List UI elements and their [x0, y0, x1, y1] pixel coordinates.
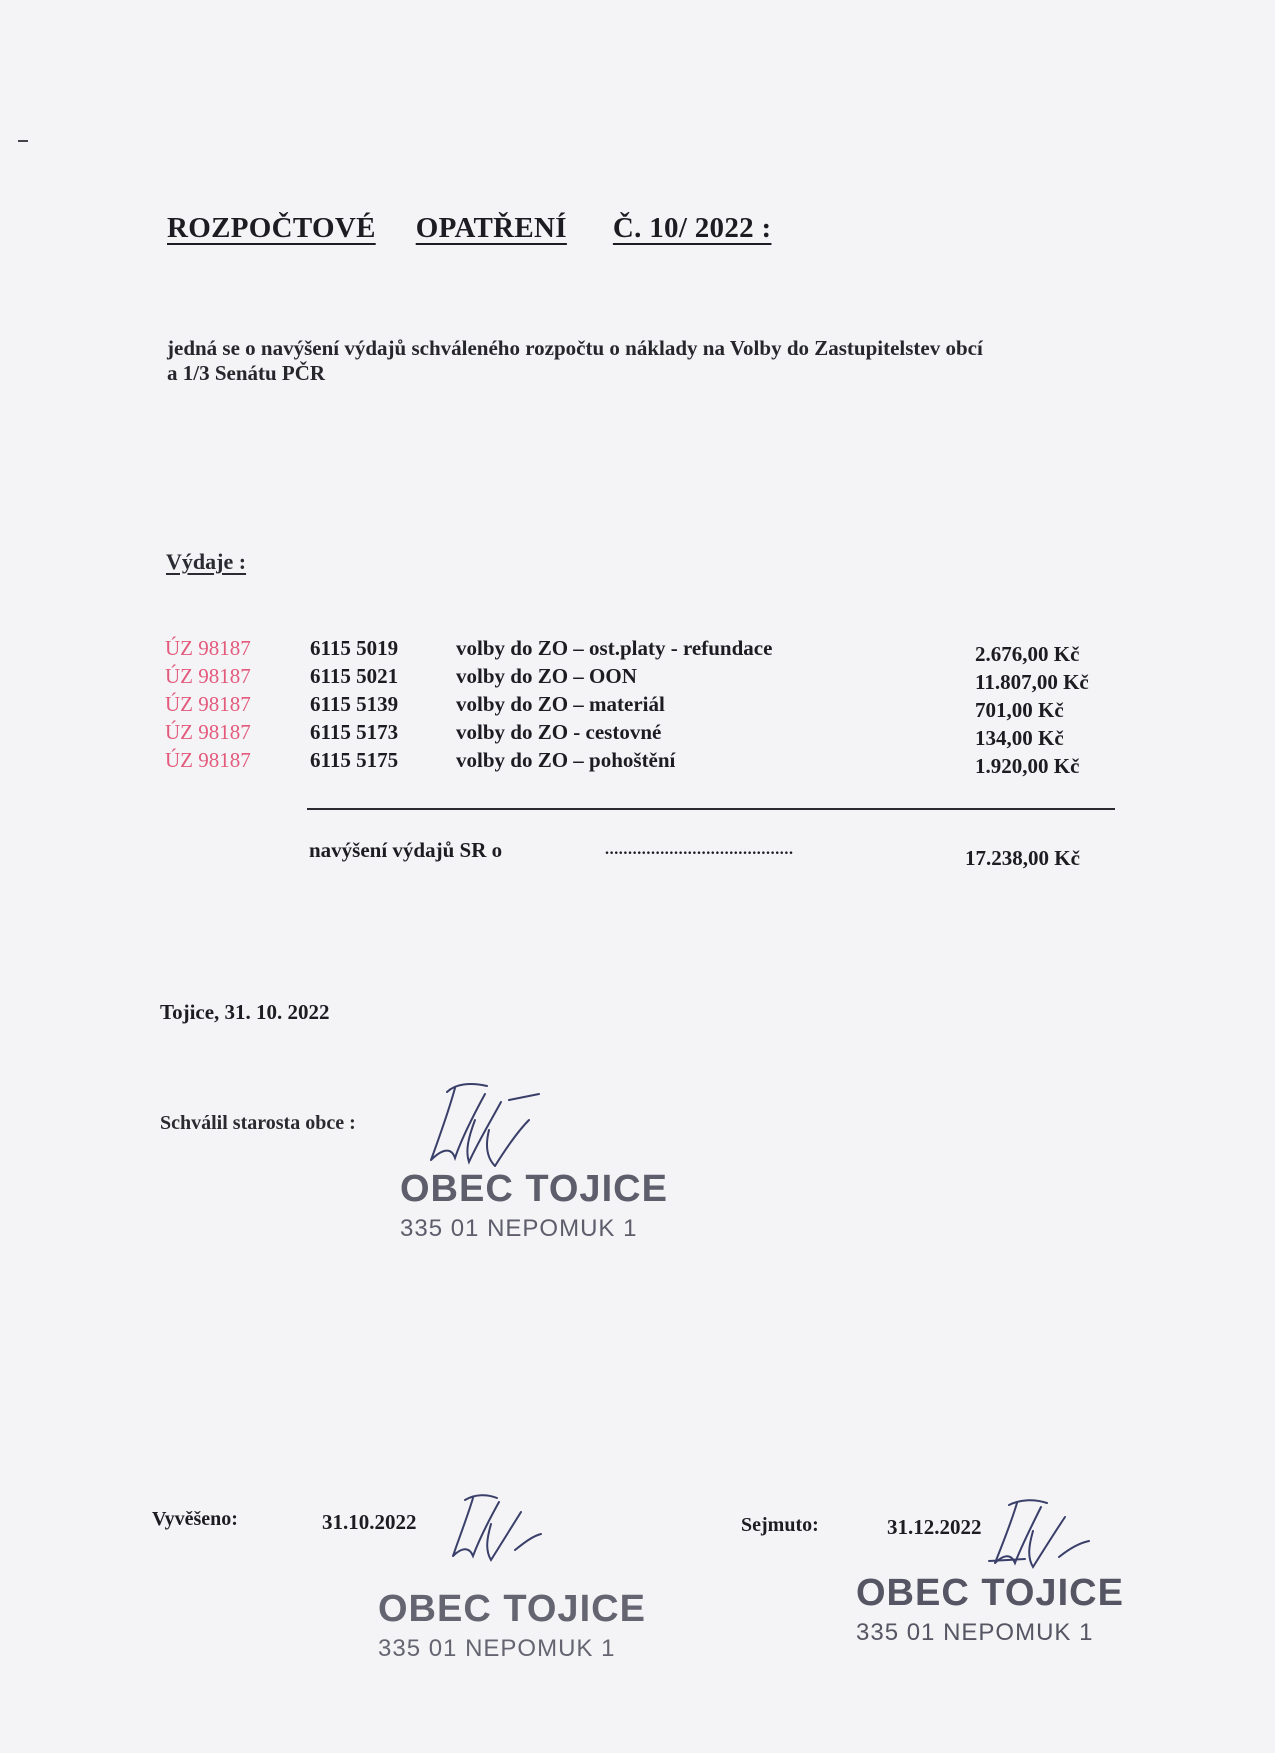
expense-amount: 2.676,00 Kč	[975, 642, 1080, 666]
posted-label: Vyvěšeno:	[152, 1508, 238, 1530]
removed-stamp	[856, 1572, 1124, 1647]
expense-description: volby do ZO – materiál	[456, 692, 665, 716]
removed-label: Sejmuto:	[741, 1514, 819, 1536]
expense-code: 6115 5019	[310, 636, 399, 660]
expense-uz: ÚZ 98187	[165, 664, 251, 688]
posted-stamp-line-2: 335 01 NEPOMUK 1	[378, 1635, 616, 1662]
removed-stamp-line-2: 335 01 NEPOMUK 1	[856, 1619, 1094, 1646]
expense-row	[0, 664, 1275, 692]
total-rule	[307, 808, 1115, 810]
title-part-2: OPATŘENÍ	[415, 212, 567, 244]
approval-stamp	[400, 1168, 668, 1243]
posted-stamp-line-1: OBEC TOJICE	[378, 1588, 646, 1630]
total-dots: .........................................	[605, 841, 794, 858]
title-part-3: Č. 10/ 2022 :	[612, 212, 772, 244]
place-date: Tojice, 31. 10. 2022	[160, 1000, 330, 1024]
total-value: 17.238,00 Kč	[965, 846, 1080, 870]
expense-row	[0, 720, 1275, 748]
approved-label: Schválil starosta obce :	[160, 1112, 356, 1134]
expense-amount: 701,00 Kč	[975, 698, 1064, 722]
expense-description: volby do ZO – OON	[456, 664, 637, 688]
expense-uz: ÚZ 98187	[165, 720, 251, 744]
expense-row	[0, 636, 1275, 664]
fold-mark	[18, 140, 28, 142]
posted-date: 31.10.2022	[322, 1510, 417, 1534]
expenses-heading: Výdaje :	[166, 549, 247, 574]
approval-stamp-line-2: 335 01 NEPOMUK 1	[400, 1215, 638, 1242]
expense-code: 6115 5139	[310, 692, 399, 716]
expense-uz: ÚZ 98187	[165, 636, 251, 660]
expense-amount: 11.807,00 Kč	[975, 670, 1089, 694]
expense-code: 6115 5173	[310, 720, 399, 744]
expense-code: 6115 5175	[310, 748, 399, 772]
expense-amount: 1.920,00 Kč	[975, 754, 1080, 778]
intro-line-2: a 1/3 Senátu PČR	[167, 361, 326, 385]
total-label: navýšení výdajů SR o	[309, 838, 503, 862]
expense-amount: 134,00 Kč	[975, 726, 1064, 750]
expense-uz: ÚZ 98187	[165, 692, 251, 716]
expense-row	[0, 692, 1275, 720]
intro-line-1: jedná se o navýšení výdajů schváleného rozpočtu o náklady na Volby do Zastupitelstev obcí	[167, 336, 983, 360]
expense-code: 6115 5021	[310, 664, 399, 688]
removed-signature	[985, 1495, 1095, 1575]
posted-signature	[445, 1490, 545, 1570]
expense-description: volby do ZO - cestovné	[456, 720, 662, 744]
approval-stamp-line-1: OBEC TOJICE	[400, 1168, 668, 1210]
title-part-1: ROZPOČTOVÉ	[167, 212, 376, 244]
document-title	[167, 212, 771, 245]
expense-row	[0, 748, 1275, 776]
removed-stamp-line-1: OBEC TOJICE	[856, 1572, 1124, 1614]
removed-date: 31.12.2022	[887, 1515, 982, 1539]
expense-description: volby do ZO – ost.platy - refundace	[456, 636, 773, 660]
expense-description: volby do ZO – pohoštění	[456, 748, 676, 772]
intro-text	[167, 336, 983, 386]
posted-stamp	[378, 1588, 646, 1663]
expense-uz: ÚZ 98187	[165, 748, 251, 772]
mayor-signature	[425, 1080, 545, 1175]
